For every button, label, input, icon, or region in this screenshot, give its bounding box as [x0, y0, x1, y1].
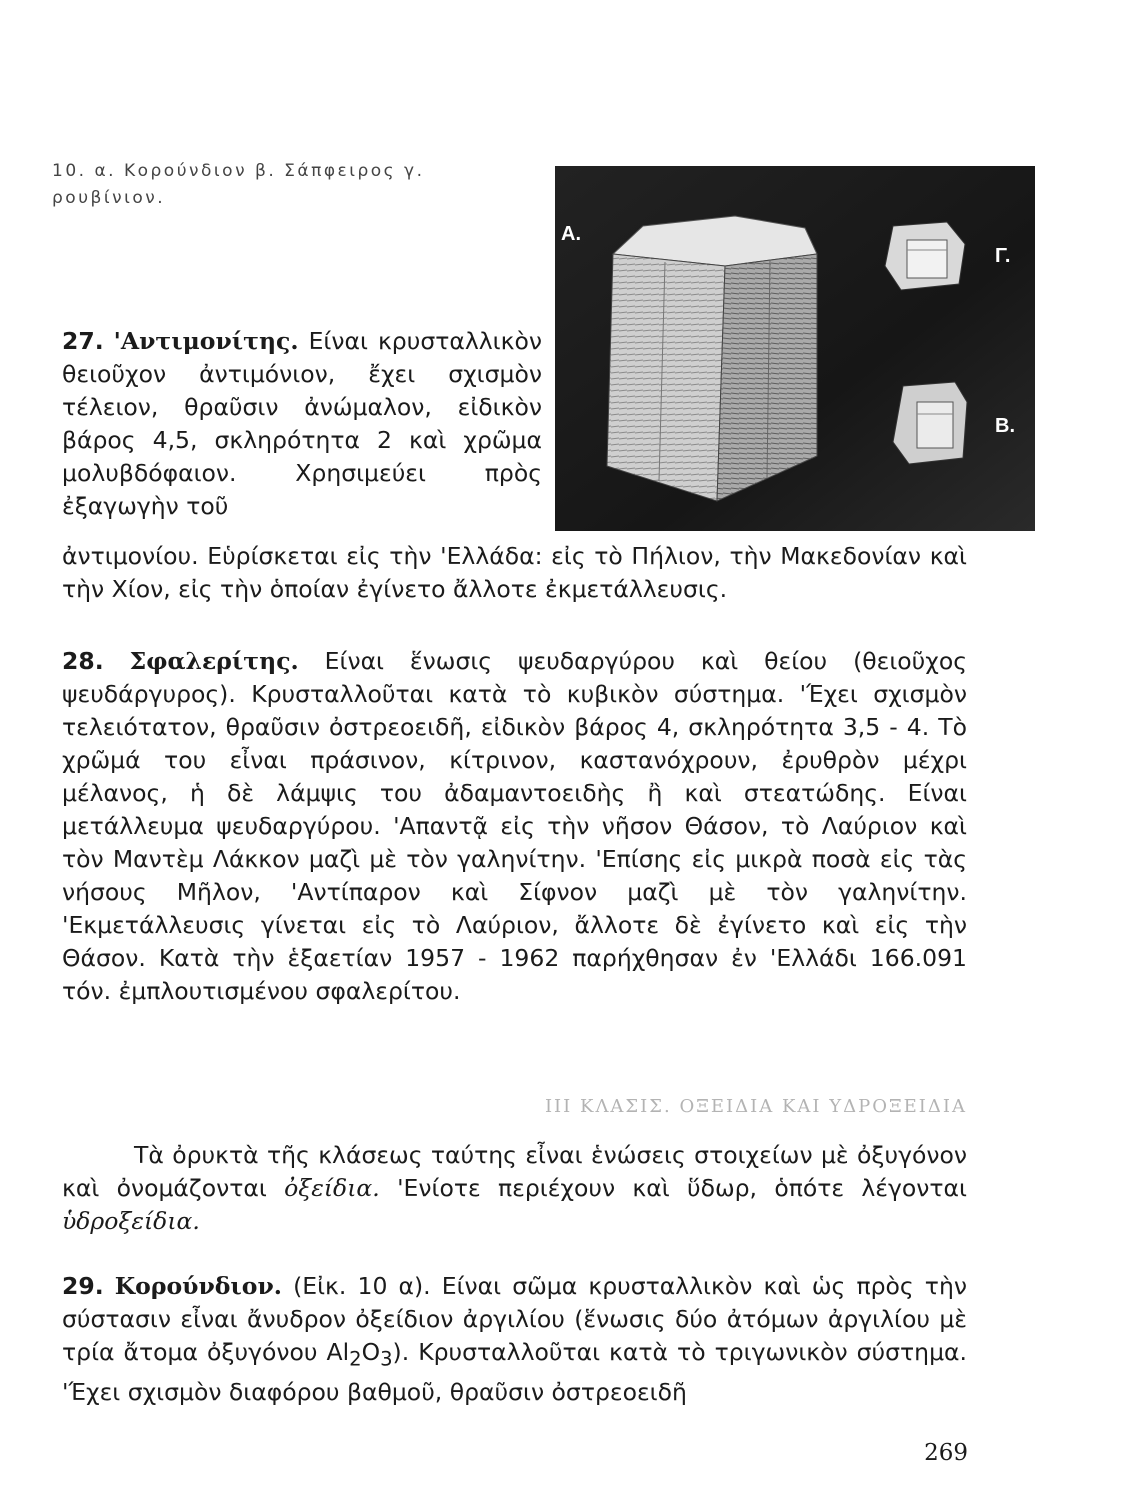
- paragraph-28: [62, 645, 967, 1008]
- sapphire-crystal: [893, 382, 967, 464]
- section-number-28: 28.: [62, 647, 104, 675]
- class-intro-paragraph: [62, 1139, 967, 1238]
- page-number: 269: [924, 1440, 968, 1466]
- paragraph-27-continued: ἀντιμονίου. Εὑρίσκεται εἰς τὴν 'Ελλάδα: εἰς τὸ Πήλιον, τὴν Μακεδονίαν καὶ τὴν Χίον, εἰς τὴν ὁποίαν ἐγίνετο ἄλλοτε ἐκμετάλλευσις.: [62, 542, 967, 603]
- crystal-figure: [555, 166, 1035, 531]
- term-hydroxides: ὑδροξείδια.: [62, 1207, 200, 1235]
- formula-sub-2: 2: [349, 1347, 362, 1371]
- paragraph-28-text: Είναι ἕνωσις ψευδαργύρου καὶ θείου (θειοῦχος ψευδάργυρος). Κρυσταλλοῦται κατὰ τὸ κυβικὸν σύστημα. 'Έχει σχισμὸν τελειότατον, θραῦσιν ὀστρεοειδῆ, εἰδικὸν βάρος 4, σκληρότητα 3,5 - 4. Τὸ χρῶμά του εἶναι πράσινον, κίτρινον, καστανόχρουν, ἐρυθρὸν μέχρι μέλανος, ἡ δὲ λάμψις του ἀδαμαντοειδὴς ἢ καὶ στεατώδης. Είναι μετάλλευμα ψευδαργύρου. 'Απαντᾷ εἰς τὴν νῆσον Θάσον, τὸ Λαύριον καὶ τὸν Μαντὲμ Λάκκον μαζὶ μὲ τὸν γαληνίτην. 'Επίσης εἰς μικρὰ ποσὰ εἰς τὰς νήσους Μῆλον, 'Αντίπαρον καὶ Σίφνον μαζὶ μὲ τὸν γαληνίτην. 'Εκμετάλλευσις γίνεται εἰς τὸ Λαύριον, ἄλλοτε δὲ ἐγίνετο καὶ εἰς τὴν Θάσον. Κατὰ τὴν ἑξαετίαν 1957 - 1962 παρήχθησαν ἐν 'Ελλάδι 166.091 τόν. ἐμπλουτισμένου σφαλερίτου.: [62, 647, 967, 1005]
- label-b: Β.: [995, 415, 1015, 437]
- paragraph-29: [62, 1270, 967, 1409]
- formula-al: Al: [326, 1338, 350, 1366]
- term-oxides: ὀξείδια.: [284, 1174, 380, 1202]
- intro-text-1: Τὰ ὀρυκτὰ τῆς κλάσεως ταύτης εἶναι ἑνώσεις στοιχείων μὲ ὀξυγόνον καὶ ὀνομάζονται: [62, 1141, 967, 1202]
- formula-sub-3: 3: [380, 1347, 393, 1371]
- intro-text-2: 'Ενίοτε περιέχουν καὶ ὕδωρ, ὁπότε λέγονται: [397, 1174, 967, 1202]
- paragraph-29-text-2: ). Κρυσταλλοῦται κατὰ τὸ τριγωνικὸν σύστημα. 'Έχει σχισμὸν διαφόρου βαθμοῦ, θραῦσιν ὀστρεοειδῆ: [62, 1338, 967, 1406]
- crystal-illustration: [555, 166, 1035, 531]
- paragraph-29-text-1: (Εἰκ. 10 α). Είναι σῶμα κρυσταλλικὸν καὶ ὡς πρὸς τὴν σύστασιν εἶναι ἄνυδρον ὀξείδιον ἀργιλίου (ἕνωσις δύο ἀτόμων ἀργιλίου μὲ τρία ἄτομα ὀξυγόνου: [62, 1272, 967, 1366]
- term-corundum: Κορούνδιον.: [114, 1272, 282, 1300]
- label-g: Γ.: [995, 245, 1011, 267]
- corundum-crystal: [607, 216, 817, 501]
- term-antimonite: 'Αντιμονίτης.: [113, 327, 299, 355]
- ruby-crystal: [885, 222, 965, 290]
- section-number-29: 29.: [62, 1272, 104, 1300]
- paragraph-27-text: Είναι κρυσταλλικὸν θειοῦχον ἀντιμόνιον, ἔχει σχισμὸν τέλειον, θραῦσιν ἀνώμαλον, εἰδικὸν βάρος 4,5, σκληρότητα 2 καὶ χρῶμα μολυβδόφαιον. Χρησιμεύει πρὸς ἐξαγωγὴν τοῦ: [62, 327, 542, 520]
- paragraph-27: [62, 325, 542, 523]
- term-sphalerite: Σφαλερίτης.: [129, 647, 299, 675]
- section-heading: III ΚΛΑΣΙΣ. ΟΞΕΙΔΙΑ ΚΑΙ ΥΔΡΟΞΕΙΔΙΑ: [544, 1096, 967, 1117]
- figure-caption: 10. α. Κορούνδιον β. Σάπφειρος γ. ρουβίνιον.: [52, 161, 425, 208]
- section-number-27: 27.: [62, 327, 104, 355]
- chemical-formula: [326, 1338, 393, 1371]
- label-a: Α.: [561, 223, 581, 245]
- formula-o: O: [361, 1338, 381, 1366]
